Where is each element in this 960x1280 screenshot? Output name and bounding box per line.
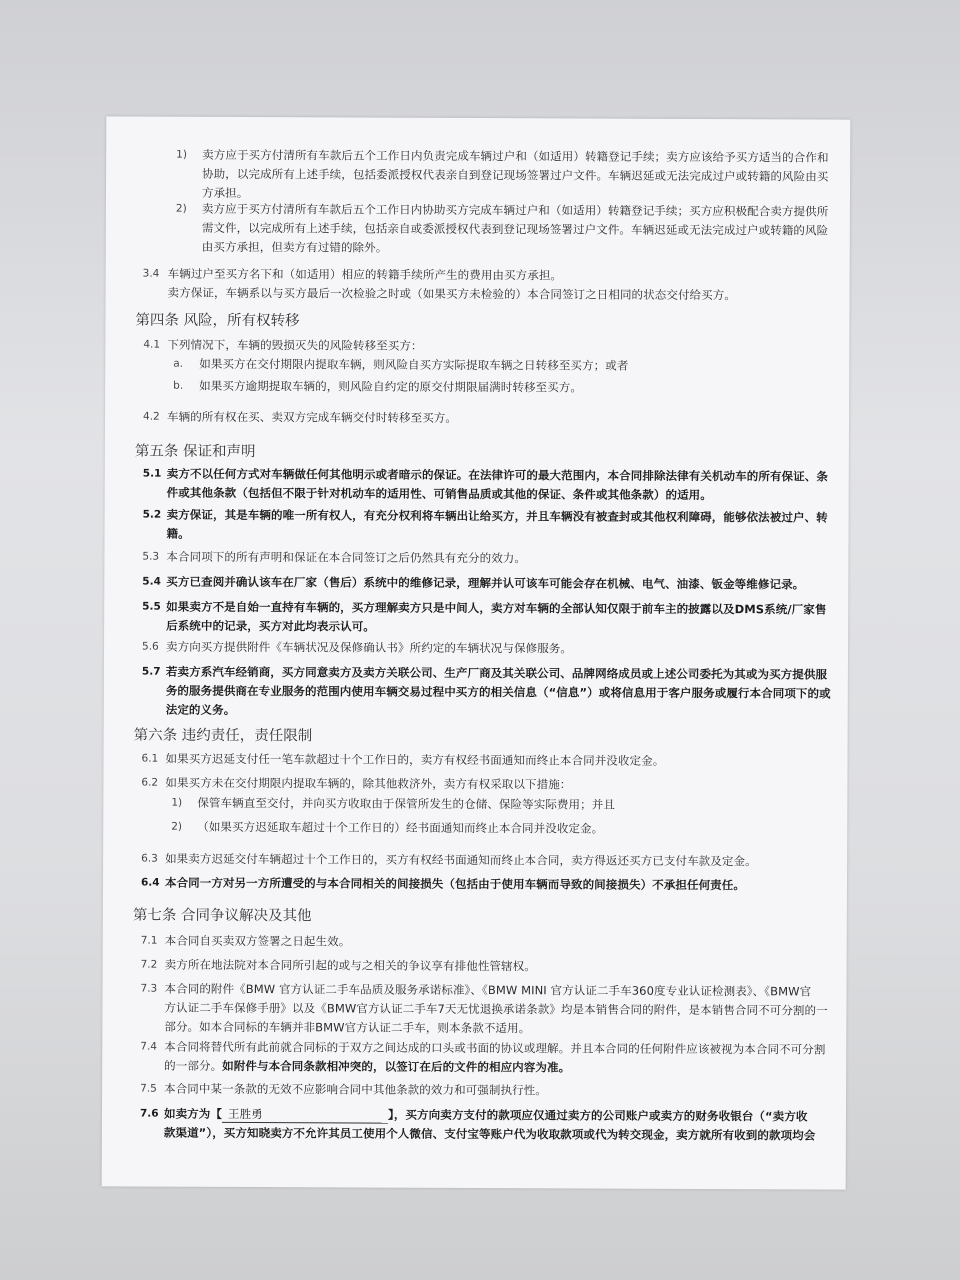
- clause-text: 车辆的所有权在买、卖双方完成车辆交付时转移至买方。: [166, 409, 458, 425]
- clause-number: 5.7: [141, 665, 161, 678]
- clause-text-part: 的一部分。: [164, 1058, 223, 1073]
- clause-text: 如果买方在交付期限内提取车辆，则风险自买方实际提取车辆之日转移至买方；或者: [199, 356, 629, 373]
- clause-text-part: 如卖方为【: [163, 1106, 223, 1121]
- clause-number: 2): [171, 820, 183, 833]
- clause-number: 5.6: [141, 640, 159, 653]
- clause-number: 6.3: [141, 852, 158, 865]
- clause-text: 方认证二手车保修手册》以及《BMW官方认证二手车7天无忧退换承诺条款》均是本销售合同的附件，是本销售合同不可分割的一: [164, 1000, 828, 1018]
- clause-text: 卖方应于买方付清所有车款后五个工作日内负责完成车辆过户和（如适用）转籍登记手续；卖方应该给予买方适当的合作和: [202, 147, 829, 165]
- article-heading: 第五条 保证和声明: [134, 443, 256, 461]
- clause-text: 卖方保证，其是车辆的唯一所有权人，有充分权利将车辆出让给买方，并且车辆没有被查封或其他权利障碍，能够依法被过户、转: [166, 507, 828, 525]
- clause-text: 卖方不以任何方式对车辆做任何其他明示或者暗示的保证。在法律许可的最大范围内，本合同排除法律有关机动车的所有保证、条: [166, 466, 829, 484]
- clause-number: 4.1: [143, 338, 161, 351]
- clause-text: 如果卖方不是自始一直持有车辆的，买方理解卖方只是中间人，卖方对车辆的全部认知仅限于前车主的披露以及DMS系统/厂家售: [166, 599, 827, 617]
- clause-number: 1): [176, 148, 187, 161]
- clause-number: 5.3: [142, 550, 160, 563]
- clause-number: 7.3: [140, 982, 158, 995]
- clause-number: 7.2: [140, 958, 158, 971]
- clause-number: 3.4: [142, 267, 160, 280]
- clause-text: （如果买方迟延取车超过十个工作日的）经书面通知而终止本合同并没收定金。: [197, 819, 604, 836]
- clause-text: 款渠道”），买方知晓卖方不允许其员工使用个人微信、支付宝等账户代为收取款项或代为转交现金，卖方就所有收到的款项均会: [163, 1125, 816, 1143]
- clause-number: 7.5: [140, 1082, 157, 1095]
- clause-number: 7.4: [140, 1040, 158, 1053]
- clause-text: 务的服务提供商在专业服务的范围内使用车辆交易过程中买方的相关信息（“信息”）或将信息用于客户服务或履行本合同项下的或: [165, 683, 831, 701]
- clause-number: 6.2: [141, 776, 159, 789]
- clause-number: 6.1: [141, 752, 159, 765]
- article-heading: 第六条 违约责任，责任限制: [133, 727, 313, 745]
- clause-number: 7.6: [139, 1107, 159, 1120]
- article-heading: 第七条 合同争议解决及其他: [132, 907, 312, 925]
- clause-number: 4.2: [143, 410, 160, 423]
- clause-text: 法定的义务。: [165, 702, 236, 717]
- clause-text: 下列情况下，车辆的毁损灭失的风险转移至买方：: [167, 337, 423, 353]
- clause-text: 本合同自买卖双方签署之日起生效。: [164, 933, 351, 949]
- clause-text: 卖方向买方提供附件《车辆状况及保修确认书》所约定的车辆状况与保修服务。: [165, 639, 573, 656]
- clause-text: 方承担。: [201, 185, 249, 201]
- clause-text: 后系统中的记录，买方对此均表示认可。: [166, 618, 375, 634]
- clause-text: 卖方所在地法院对本合同所引起的或与之相关的争议享有排他性管辖权。: [164, 957, 536, 974]
- clause-text: 籍。: [166, 526, 190, 541]
- clause-number: 7.1: [140, 934, 158, 947]
- clause-text: 本合同的附件《BMW 官方认证二手车品质及服务承诺标准》、《BMW MINI 官方认证二手车360度专业认证检测表》、《BMW官: [164, 981, 812, 999]
- clause-text: 卖方保证，车辆系以与买方最后一次检验之时或（如果买方未检验的）本合同签订之日相同的状态交付给买方。: [167, 285, 737, 303]
- clause-text: 保管车辆直至交付，并向买方收取由于保管所发生的仓储、保险等实际费用；并且: [197, 795, 615, 812]
- clause-text: 由买方承担，但卖方有过错的除外。: [201, 239, 388, 255]
- clause-text-part: 】，买方向卖方支付的款项应仅通过卖方的公司账户或卖方的财务收银台（“卖方收: [387, 1107, 808, 1124]
- clause-number: 5.5: [142, 600, 161, 613]
- clause-text: 需文件，以完成所有上述手续，包括亲自或委派授权代表到登记现场签署过户文件。车辆迟延或无法完成过户或转籍的风险: [201, 220, 829, 238]
- clause-text: 车辆过户至买方名下和（如适用）相应的转籍手续所产生的费用由买方承担。: [167, 266, 563, 283]
- clause-text: 部分。如本合同标的车辆并非BMW官方认证二手车，则本条款不适用。: [164, 1019, 531, 1036]
- clause-text: 如果买方未在交付期限内提取车辆的，除其他救济外，卖方有权采取以下措施：: [165, 775, 572, 792]
- clause-number: 5.2: [142, 508, 162, 521]
- clause-text: 本合同项下的所有声明和保证在本合同签订之后仍然具有充分的效力。: [166, 549, 527, 566]
- clause-text-bold-part: 如附件与本合同条款相冲突的，以签订在后的文件的相应内容为准。: [222, 1058, 571, 1075]
- clause-text: [164, 1058, 570, 1076]
- clause-text: 如果卖方迟延交付车辆超过十个工作日的，买方有权经书面通知而终止本合同，卖方得返还买方已支付车款及定金。: [165, 851, 757, 869]
- article-heading: 第四条 风险，所有权转移: [135, 312, 300, 330]
- clause-text: 协助，以完成所有上述手续，包括委派授权代表亲自到登记现场签署过户文件。车辆迟延或无法完成过户或转籍的风险由买: [202, 166, 829, 184]
- contract-page: [102, 116, 851, 1189]
- clause-number: 5.4: [142, 575, 161, 588]
- clause-text: 若卖方系汽车经销商，买方同意卖方及卖方关联公司、生产厂商及其关联公司、品牌网络成员或上述公司委托为其或为买方提供服: [165, 664, 828, 682]
- clause-text: 本合同中某一条款的无效不应影响合同中其他条款的效力和可强制执行性。: [164, 1081, 547, 1098]
- clause-number: 2): [175, 202, 187, 215]
- clause-number: 1): [171, 796, 183, 809]
- clause-text: 买方已查阅并确认该车在厂家（售后）系统中的维修记录，理解并认可该车可能会存在机械、电气、油漆、钣金等维修记录。: [166, 574, 805, 592]
- clause-text: 本合同将替代所有此前就合同标的于双方之间达成的口头或书面的协议或理解。并且本合同的任何附件应该被视为本合同不可分割: [164, 1039, 826, 1057]
- clause-number: b.: [173, 379, 184, 392]
- clause-text: 卖方应于买方付清所有车款后五个工作日内协助买方完成车辆过户和（如适用）转籍登记手续；买方应积极配合卖方提供所: [201, 201, 829, 219]
- clause-text: 件或其他条款（包括但不限于针对机动车的适用性、可销售品质或其他的保证、条件或其他条款）的适用。: [166, 485, 712, 503]
- clause-text: [164, 1106, 808, 1126]
- seller-name-field[interactable]: 王胜勇: [222, 1106, 388, 1124]
- clause-number: a.: [173, 357, 184, 370]
- clause-number: 6.4: [140, 876, 160, 889]
- clause-number: 5.1: [142, 467, 162, 480]
- clause-text: 如果买方逾期提取车辆的，则风险自约定的原交付期限届满时转移至买方。: [199, 378, 582, 395]
- clause-text: 本合同一方对另一方所遭受的与本合同相关的间接损失（包括由于使用车辆而导致的间接损失）不承担任何责任。: [164, 875, 746, 893]
- clause-text: 如果买方迟延支付任一笔车款超过十个工作日的，卖方有权经书面通知而终止本合同并没收定金。: [165, 751, 665, 768]
